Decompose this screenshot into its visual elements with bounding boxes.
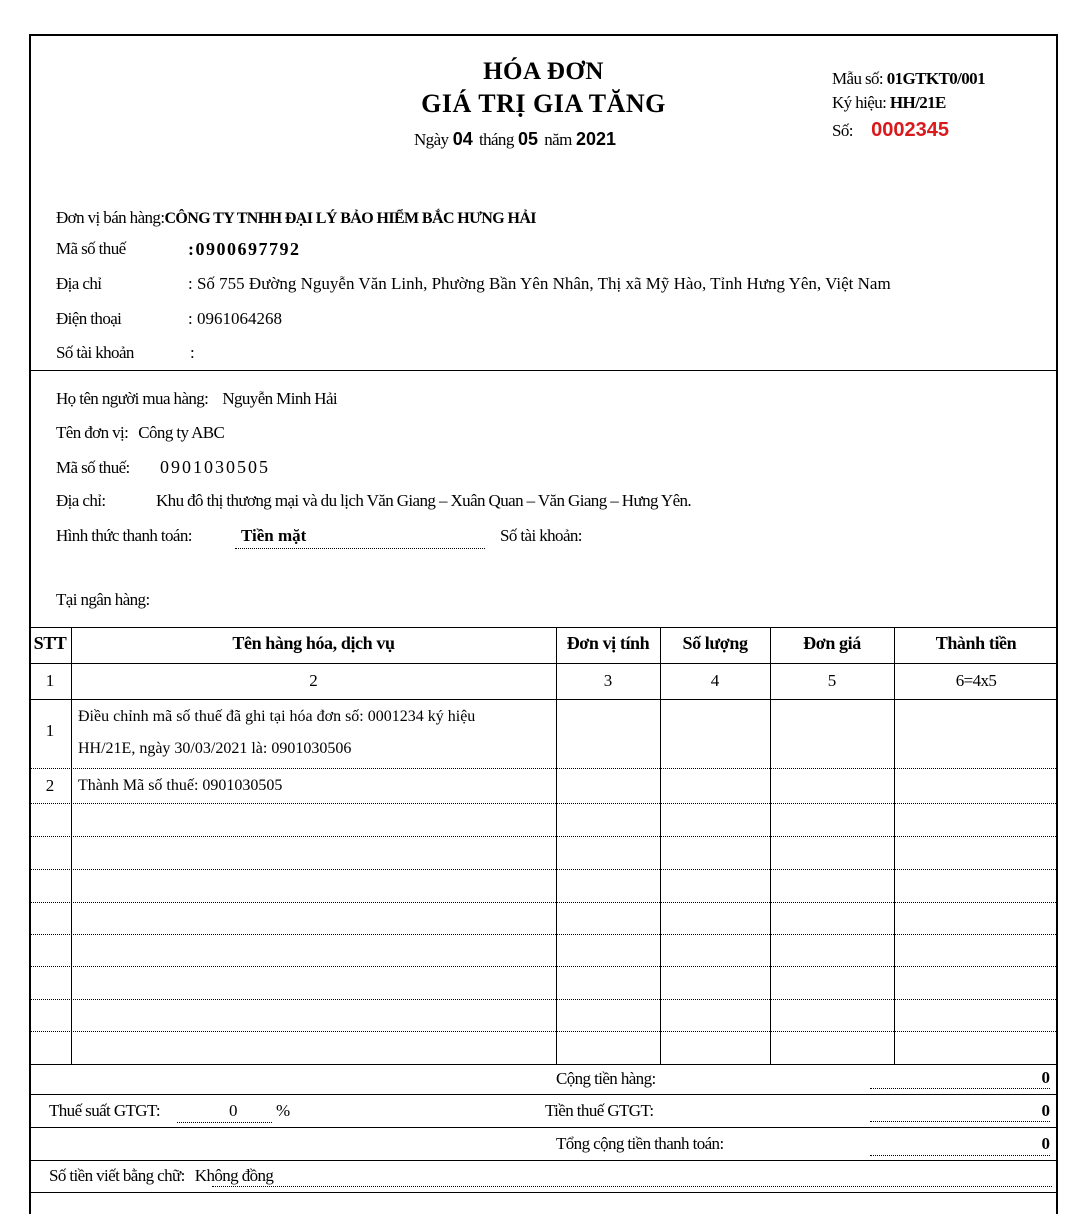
table-top-border — [29, 627, 1058, 628]
col-divider — [894, 627, 895, 1064]
col-header-name: Tên hàng hóa, dịch vụ — [232, 633, 395, 653]
vat-amount-label: Tiền thuế GTGT: — [545, 1101, 654, 1120]
col-divider — [770, 627, 771, 1064]
totals-divider — [29, 1094, 1058, 1095]
row-description: Điều chỉnh mã số thuế đã ghi tại hóa đơn số: 0001234 ký hiệu — [78, 708, 476, 725]
vat-rate-underline — [177, 1122, 272, 1123]
goods-total-underline — [870, 1088, 1050, 1089]
table-bottom-border — [29, 1064, 1058, 1065]
col-header-amount: Thành tiền — [935, 633, 1017, 653]
seller-account-value: : — [190, 343, 195, 362]
totals-divider — [29, 1160, 1058, 1161]
goods-total-label: Cộng tiền hàng: — [556, 1069, 656, 1088]
index-cell: 4 — [710, 671, 720, 690]
table-index-divider — [29, 699, 1058, 700]
vat-amount-value: 0 — [1041, 1101, 1050, 1120]
form-number: Mẫu số: 01GTKT0/001 — [832, 69, 985, 88]
buyer-address-label: Địa chỉ: — [56, 491, 106, 510]
row-divider — [29, 768, 1058, 769]
index-cell: 1 — [45, 671, 55, 690]
row-stt: 1 — [45, 721, 55, 740]
vat-rate-unit: % — [276, 1101, 291, 1120]
buyer-person: Họ tên người mua hàng: Nguyễn Minh Hải — [56, 389, 338, 408]
index-cell: 2 — [309, 671, 318, 690]
invoice-title: HÓA ĐƠN — [483, 58, 604, 85]
section-divider — [29, 370, 1058, 371]
payment-method-value: Tiền mặt — [241, 526, 307, 545]
seller-tax-label: Mã số thuế — [56, 239, 126, 258]
buyer-unit: Tên đơn vị: Công ty ABC — [56, 423, 225, 442]
seller-account-label: Số tài khoản — [56, 343, 134, 362]
amount-in-words-underline — [212, 1186, 1052, 1187]
grand-total-value: 0 — [1041, 1134, 1050, 1153]
seller-phone-value: : 0961064268 — [188, 309, 282, 328]
row-divider — [29, 836, 1058, 837]
seller-name: Đơn vị bán hàng:CÔNG TY TNHH ĐẠI LÝ BẢO HIỂM BẮC HƯNG HẢI — [56, 208, 536, 227]
index-cell: 5 — [827, 671, 837, 690]
row-divider — [29, 869, 1058, 870]
grand-total-label: Tổng cộng tiền thanh toán: — [556, 1134, 724, 1153]
buyer-tax-value: 0901030505 — [160, 457, 270, 477]
col-divider — [71, 627, 72, 1064]
index-cell: 3 — [603, 671, 613, 690]
buyer-account-label: Số tài khoản: — [500, 526, 582, 545]
row-divider — [29, 999, 1058, 1000]
vat-rate-value: 0 — [229, 1101, 238, 1120]
seller-address-label: Địa chỉ — [56, 274, 102, 293]
grand-total-underline — [870, 1155, 1050, 1156]
bank-label: Tại ngân hàng: — [56, 590, 150, 609]
seller-address-value: : Số 755 Đường Nguyễn Văn Linh, Phường Bần Yên Nhân, Thị xã Mỹ Hào, Tỉnh Hưng Yên, Việt Nam — [188, 274, 891, 293]
invoice-number: Số: 0002345 — [832, 119, 950, 141]
row-divider — [29, 803, 1058, 804]
index-cell: 6=4x5 — [955, 671, 997, 690]
invoice-date: Ngày 04 tháng 05 năm 2021 — [414, 129, 617, 149]
col-header-stt: STT — [33, 633, 67, 653]
invoice-symbol: Ký hiệu: HH/21E — [832, 93, 946, 112]
row-description: HH/21E, ngày 30/03/2021 là: 0901030506 — [78, 740, 352, 757]
vat-rate-label: Thuế suất GTGT: — [49, 1101, 161, 1120]
seller-tax-value: :0900697792 — [188, 239, 301, 259]
totals-divider — [29, 1127, 1058, 1128]
row-divider — [29, 1031, 1058, 1032]
row-divider — [29, 934, 1058, 935]
row-description: Thành Mã số thuế: 0901030505 — [78, 777, 283, 794]
col-divider — [556, 627, 557, 1064]
table-header-divider — [29, 663, 1058, 664]
row-divider — [29, 902, 1058, 903]
buyer-address-value: Khu đô thị thương mại và du lịch Văn Giang – Xuân Quan – Văn Giang – Hưng Yên. — [156, 491, 692, 510]
amount-in-words: Số tiền viết bằng chữ: Không đồng — [49, 1166, 274, 1185]
buyer-tax-label: Mã số thuế: — [56, 458, 130, 477]
col-header-unit: Đơn vị tính — [566, 633, 650, 653]
col-divider — [660, 627, 661, 1064]
row-stt: 2 — [45, 776, 55, 795]
col-header-quantity: Số lượng — [682, 633, 748, 653]
col-header-price: Đơn giá — [803, 633, 861, 653]
row-divider — [29, 966, 1058, 967]
payment-method-label: Hình thức thanh toán: — [56, 526, 192, 545]
vat-amount-underline — [870, 1121, 1050, 1122]
goods-total-value: 0 — [1041, 1068, 1050, 1087]
totals-divider — [29, 1192, 1058, 1193]
payment-underline — [235, 548, 485, 549]
seller-phone-label: Điện thoại — [56, 309, 122, 328]
invoice-subtitle: GIÁ TRỊ GIA TĂNG — [421, 89, 666, 118]
